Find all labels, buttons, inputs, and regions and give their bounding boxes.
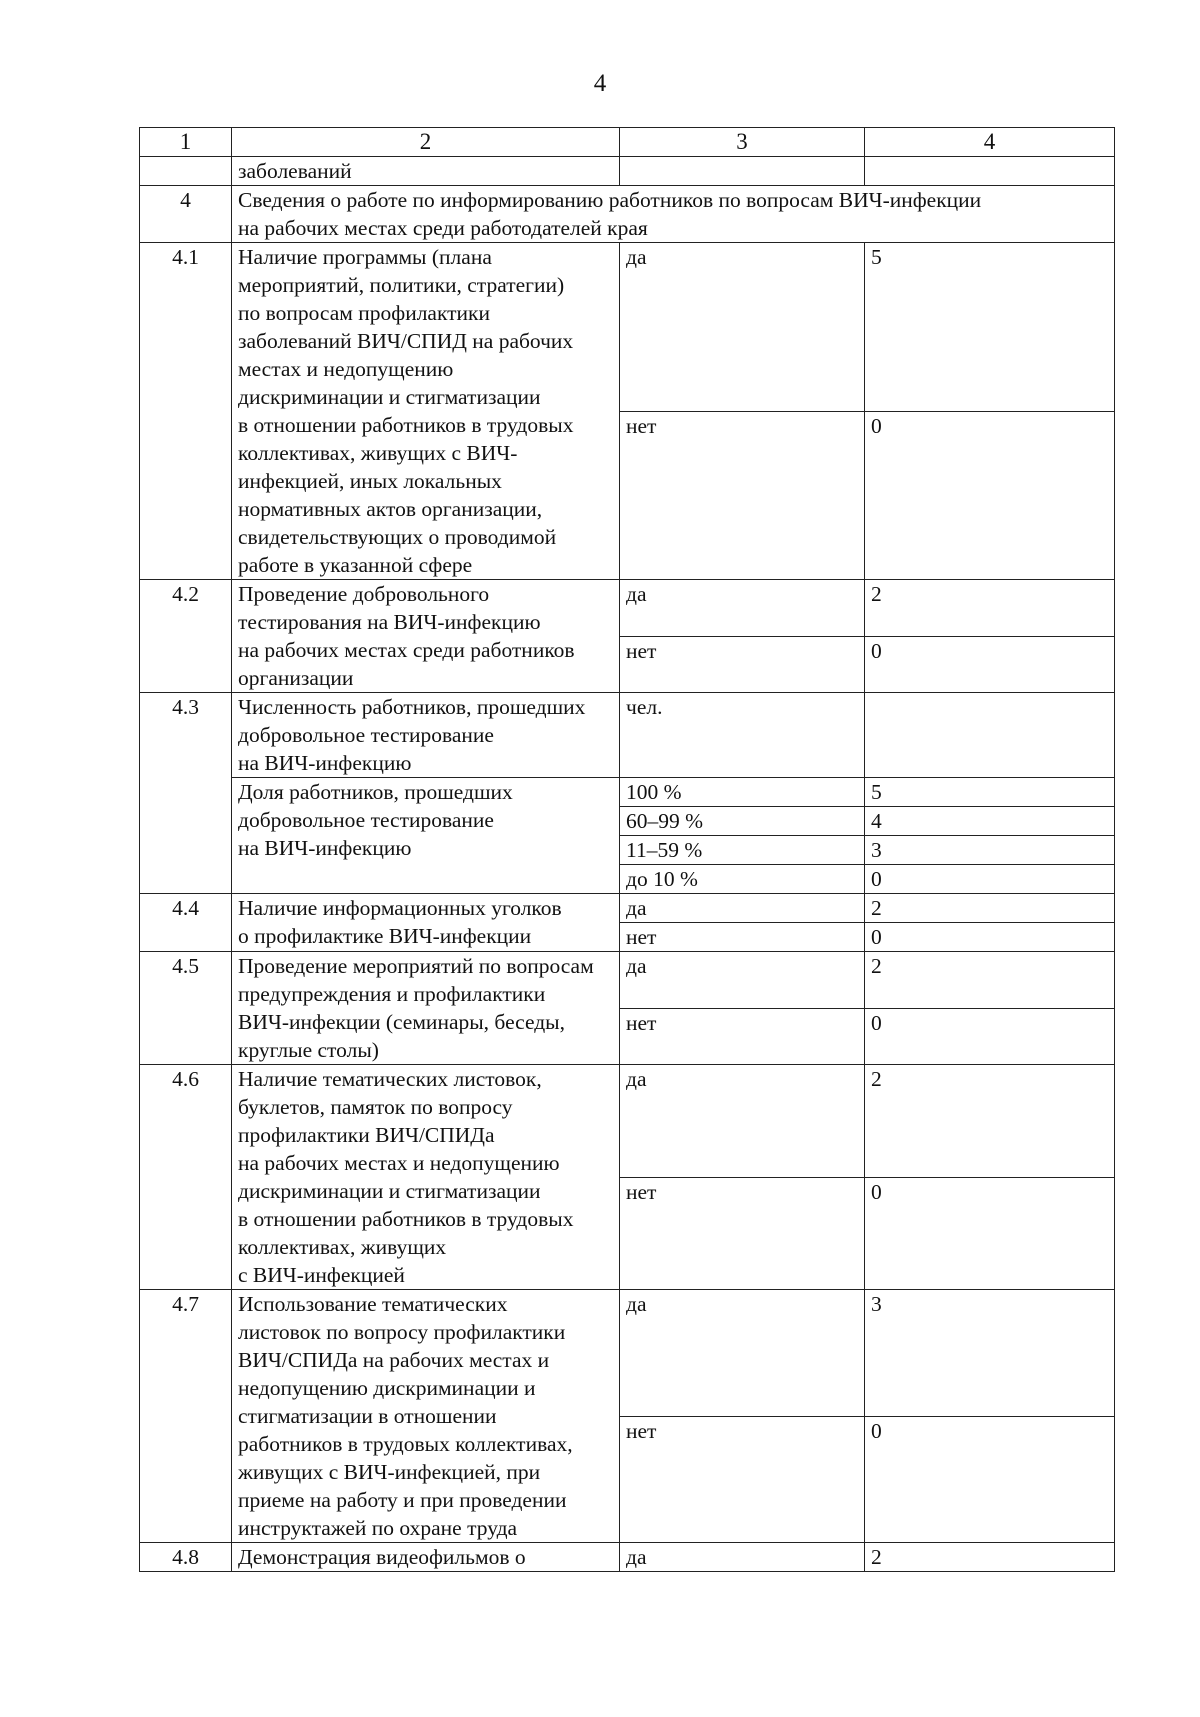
option-label: да [620, 1543, 865, 1572]
table-row [140, 693, 1115, 778]
criterion-text: Наличие информационных уголков о профилактике ВИЧ-инфекции [232, 894, 620, 952]
row-number: 4.2 [140, 580, 232, 693]
criterion-text: Проведение мероприятий по вопросам предупреждения и профилактики ВИЧ-инфекции (семинары, беседы, круглые столы) [232, 952, 620, 1065]
option-label: 60–99 % [620, 807, 865, 836]
option-score: 0 [865, 1008, 1115, 1065]
option-score: 5 [865, 243, 1115, 412]
option-score: 5 [865, 778, 1115, 807]
option-label: 100 % [620, 778, 865, 807]
table-row [140, 1290, 1115, 1417]
criterion-text: Наличие тематических листовок, буклетов, памяток по вопросу профилактики ВИЧ/СПИДа на рабочих местах и недопущению дискриминации и стигматизации в отношении работников в трудовых коллективах, живущих с ВИЧ-инфекцией [232, 1065, 620, 1290]
option-label: нет [620, 1008, 865, 1065]
criterion-text: Наличие программы (плана мероприятий, политики, стратегии) по вопросам профилактики заболеваний ВИЧ/СПИД на рабочих местах и недопущению дискриминации и стигматизации в отношении работников в трудовых коллективах, живущих с ВИЧ- инфекцией, иных локальных нормативных актов организации, свидетельствующих о проводимой работе в указанной сфере [232, 243, 620, 580]
option-score: 0 [865, 411, 1115, 580]
option-score: 0 [865, 1416, 1115, 1543]
section-number: 4 [140, 186, 232, 243]
option-label: нет [620, 923, 865, 952]
table-row [140, 778, 1115, 807]
option-score: 0 [865, 1177, 1115, 1290]
option-label: нет [620, 636, 865, 693]
table-row [140, 1065, 1115, 1178]
option-score: 2 [865, 952, 1115, 1009]
table-row [140, 894, 1115, 923]
section-title: Сведения о работе по информированию работников по вопросам ВИЧ-инфекции на рабочих местах среди работодателей края [232, 186, 1115, 243]
option-score: 3 [865, 836, 1115, 865]
criterion-text: Проведение добровольного тестирования на ВИЧ-инфекцию на рабочих местах среди работников организации [232, 580, 620, 693]
table-row [140, 580, 1115, 637]
criterion-text: Численность работников, прошедших добровольное тестирование на ВИЧ-инфекцию [232, 693, 620, 778]
option-label: да [620, 952, 865, 1009]
table-row [140, 952, 1115, 1009]
option-label: да [620, 243, 865, 412]
table-row [140, 243, 1115, 412]
table-header-row [140, 128, 1115, 157]
option-score: 4 [865, 807, 1115, 836]
option-label: нет [620, 1177, 865, 1290]
row-number: 4.5 [140, 952, 232, 1065]
option-label: нет [620, 411, 865, 580]
page-number: 4 [593, 70, 607, 97]
option-score: 0 [865, 865, 1115, 894]
option-label: да [620, 1065, 865, 1178]
section-row [140, 186, 1115, 243]
row-number: 4.3 [140, 693, 232, 894]
header-col-1: 1 [140, 128, 232, 157]
criterion-text: Использование тематических листовок по вопросу профилактики ВИЧ/СПИДа на рабочих местах и недопущению дискриминации и стигматизации в отношении работников в трудовых коллективах, живущих с ВИЧ-инфекцией, при приеме на работу и при проведении инструктажей по охране труда [232, 1290, 620, 1543]
option-score: 2 [865, 894, 1115, 923]
table-row [140, 157, 1115, 186]
option-score: 3 [865, 1290, 1115, 1417]
row-number: 4.6 [140, 1065, 232, 1290]
continuation-text: заболеваний [232, 157, 620, 186]
option-label: нет [620, 1416, 865, 1543]
option-label: до 10 % [620, 865, 865, 894]
criteria-table [139, 127, 1115, 1572]
header-col-2: 2 [232, 128, 620, 157]
option-score: 0 [865, 923, 1115, 952]
header-col-3: 3 [620, 128, 865, 157]
table-row [140, 1543, 1115, 1572]
option-score: 2 [865, 1543, 1115, 1572]
row-number: 4.8 [140, 1543, 232, 1572]
criterion-text: Демонстрация видеофильмов о [232, 1543, 620, 1572]
option-label: 11–59 % [620, 836, 865, 865]
row-number: 4.4 [140, 894, 232, 952]
option-label: да [620, 580, 865, 637]
row-number: 4.1 [140, 243, 232, 580]
option-score: 0 [865, 636, 1115, 693]
option-score: 2 [865, 580, 1115, 637]
header-col-4: 4 [865, 128, 1115, 157]
criterion-text: Доля работников, прошедших добровольное тестирование на ВИЧ-инфекцию [232, 778, 620, 894]
option-label: да [620, 1290, 865, 1417]
unit-label: чел. [620, 693, 865, 778]
option-label: да [620, 894, 865, 923]
row-number: 4.7 [140, 1290, 232, 1543]
option-score: 2 [865, 1065, 1115, 1178]
